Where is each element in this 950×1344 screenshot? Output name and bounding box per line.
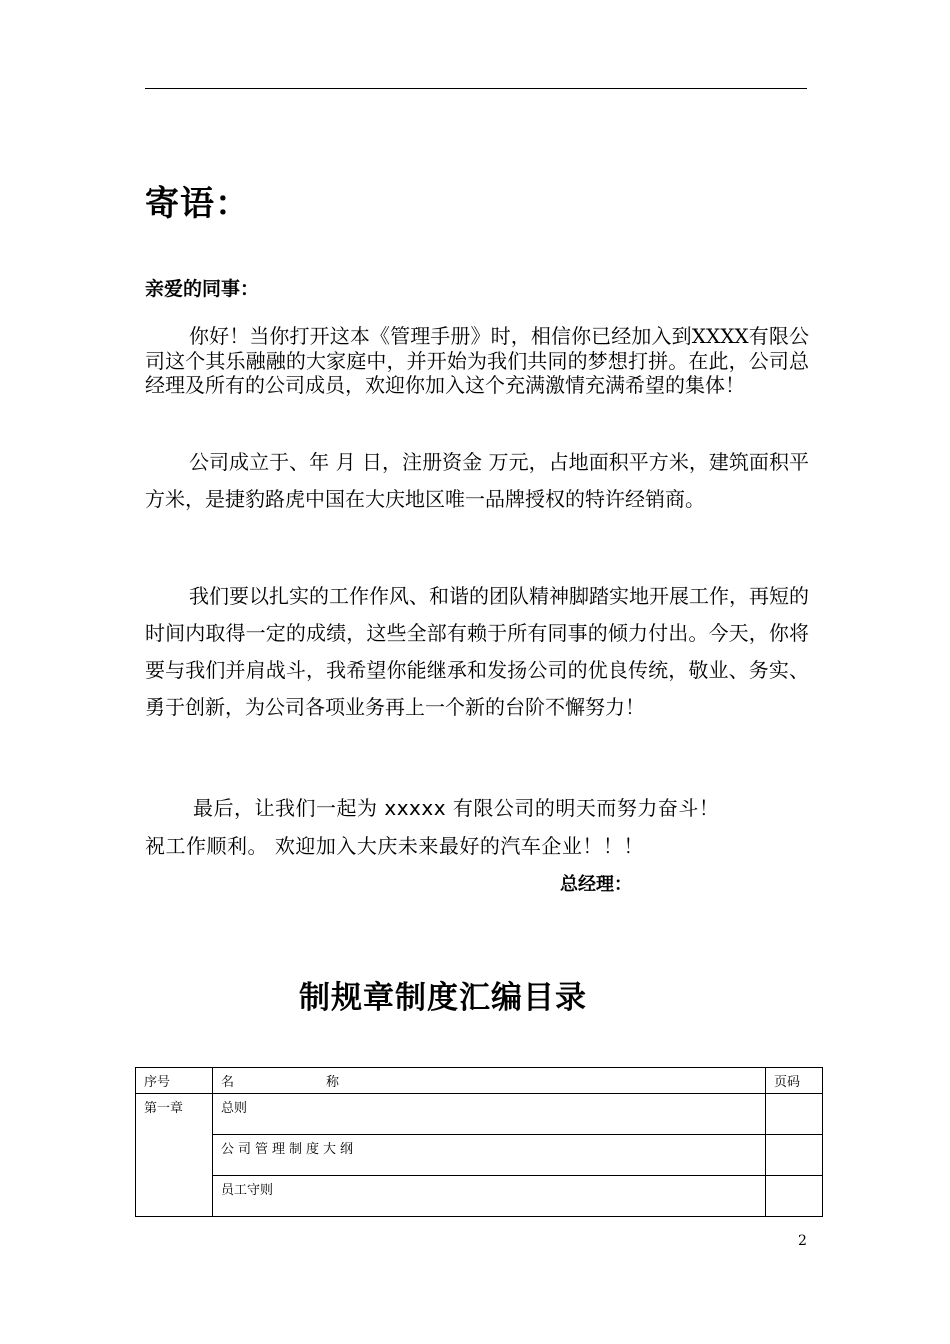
toc-page-cell xyxy=(766,1135,823,1176)
header-rule xyxy=(145,88,807,89)
toc-item: 公司管理制度大纲 xyxy=(213,1135,766,1176)
toc-page-cell xyxy=(766,1094,823,1135)
company-info-paragraph: 公司成立于、年 月 日，注册资金 万元，占地面积平方米，建筑面积平方米，是捷豹路虎中国在大庆地区唯一品牌授权的特许经销商。 xyxy=(145,450,809,511)
table-row xyxy=(136,1135,823,1176)
toc-table xyxy=(135,1067,823,1217)
toc-header-no: 序号 xyxy=(136,1068,213,1094)
work-spirit-paragraph: 我们要以扎实的工作作风、和谐的团队精神脚踏实地开展工作，再短的时间内取得一定的成绩，这些全部有赖于所有同事的倾力付出。今天，你将要与我们并肩战斗，我希望你能继承和发扬公司的优良传统，敬业、务实、勇于创新，为公司各项业务再上一个新的台阶不懈努力！ xyxy=(145,584,809,719)
toc-header-name-part-1: 名 xyxy=(221,1075,235,1090)
closing-line-2: 祝工作顺利。 欢迎加入大庆未来最好的汽车企业！！！ xyxy=(145,834,644,858)
toc-header-row xyxy=(136,1068,823,1094)
welcome-paragraph: 你好！当你打开这本《管理手册》时，相信你已经加入到XXXX有限公司这个其乐融融的大家庭中，并开始为我们共同的梦想打拼。在此，公司总经理及所有的公司成员，欢迎你加入这个充满激情充满希望的集体！ xyxy=(145,324,809,397)
salutation: 亲爱的同事： xyxy=(145,278,260,300)
table-row xyxy=(136,1176,823,1217)
toc-item: 总则 xyxy=(213,1094,766,1135)
page-number: 2 xyxy=(798,1233,807,1249)
table-row xyxy=(136,1094,823,1135)
toc-header-name xyxy=(213,1068,766,1094)
closing-line-1: 最后，让我们一起为 xxxxx 有限公司的明天而努力奋斗！ xyxy=(193,796,720,820)
toc-chapter: 第一章 xyxy=(136,1094,213,1217)
general-manager-signature-label: 总经理： xyxy=(560,874,632,895)
toc-item: 员工守则 xyxy=(213,1176,766,1217)
toc-header-name-part-2: 称 xyxy=(326,1075,340,1090)
toc-header-page: 页码 xyxy=(766,1068,823,1094)
toc-page-cell xyxy=(766,1176,823,1217)
message-heading: 寄语： xyxy=(145,184,250,224)
toc-title: 制规章制度汇编目录 xyxy=(299,980,587,1016)
